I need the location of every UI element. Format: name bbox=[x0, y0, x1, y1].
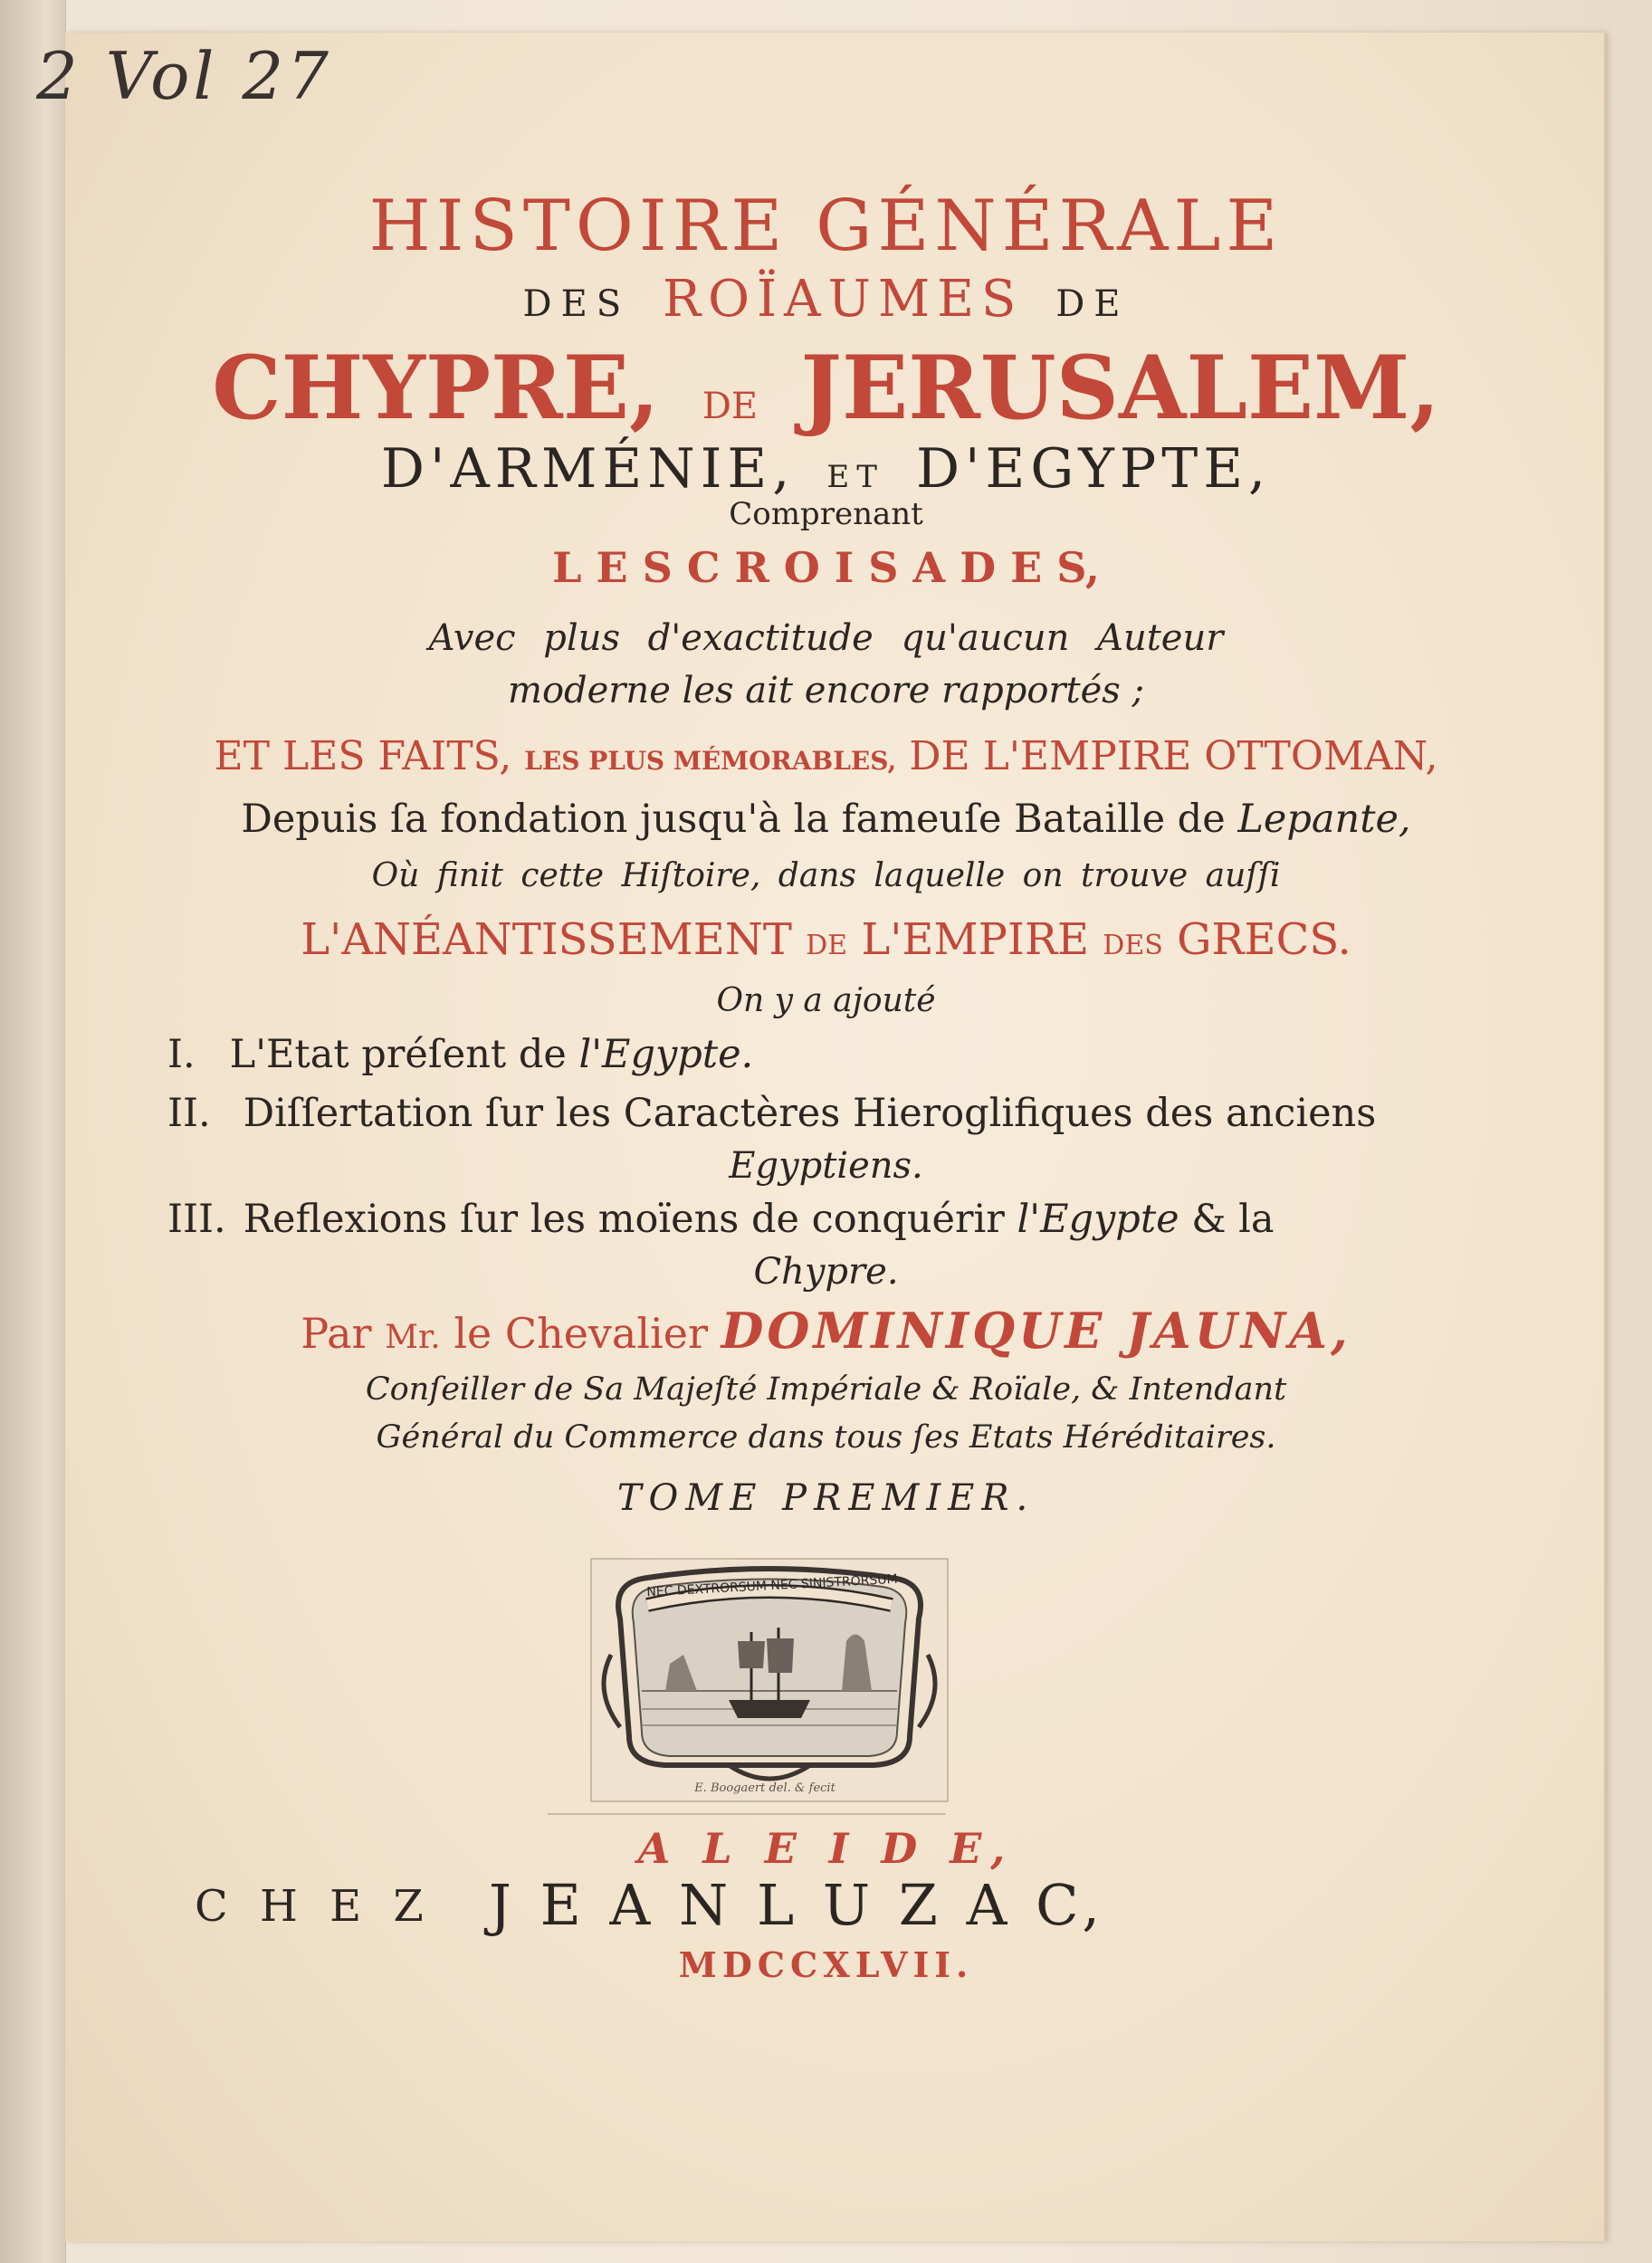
title-line-4-et: ET bbox=[826, 459, 884, 495]
aneantissement-de: DE bbox=[806, 930, 848, 961]
contents-item-2-text: Diſſertation ſur les Caractères Hieroglifiques des anciens bbox=[243, 1091, 1377, 1136]
aneantissement-grecs: GRECS. bbox=[1177, 914, 1351, 965]
subtitle-line-2: moderne les ait encore rapportés ; bbox=[508, 670, 1144, 711]
author-mr: Mr. bbox=[385, 1319, 441, 1356]
contents-item-3-num: III. bbox=[167, 1197, 226, 1242]
on-y-a-ajoute: On y a ajouté bbox=[716, 982, 936, 1019]
author-name: DOMINIQUE JAUNA, bbox=[721, 1302, 1351, 1360]
imprint-place: A L E I D E, bbox=[637, 1824, 1015, 1873]
depuis-line bbox=[0, 797, 1652, 842]
title-line-3-de: DE bbox=[702, 386, 759, 427]
title-line-2-des: DES bbox=[522, 283, 631, 325]
engraver-signature: E. Boogaert del. & fecit bbox=[694, 1781, 836, 1795]
title-egypte: D'EGYPTE, bbox=[915, 437, 1272, 501]
printer-device-vignette bbox=[584, 1555, 955, 1809]
title-line-2-de: DE bbox=[1055, 283, 1130, 325]
depuis-text: Depuis ſa fondation jusqu'à la fameuſe Bataille de bbox=[241, 797, 1226, 842]
title-line-2 bbox=[0, 270, 1652, 329]
contents-item-1-text: L'Etat préſent de bbox=[229, 1032, 567, 1077]
imprint-year: MDCCXLVII. bbox=[678, 1944, 974, 1985]
author-role-1: Conſeiller de Sa Majeſté Impériale & Roïale, & Intendant bbox=[365, 1371, 1287, 1408]
les-croisades: L E S C R O I S A D E S, bbox=[552, 543, 1100, 592]
title-line-3 bbox=[0, 337, 1652, 439]
tome-premier: TOME PREMIER. bbox=[616, 1477, 1036, 1519]
contents-item-3-text: Reflexions ſur les moïens de conquérir bbox=[243, 1197, 1005, 1242]
title-jerusalem: JERUSALEM, bbox=[800, 337, 1440, 439]
aneantissement-empire: L'EMPIRE bbox=[861, 914, 1090, 965]
contents-item-2 bbox=[167, 1091, 1376, 1136]
imprint-publisher: J E A N L U Z A C, bbox=[489, 1872, 1106, 1938]
contents-item-3 bbox=[167, 1197, 1275, 1242]
ou-finit-line: Où finit cette Hiſtoire, dans laquelle on trouve auſſi bbox=[371, 857, 1281, 894]
comprenant: Comprenant bbox=[729, 496, 923, 532]
title-line-4 bbox=[0, 437, 1652, 501]
contents-item-2-num: II. bbox=[167, 1091, 211, 1136]
contents-item-3-cont: Chypre. bbox=[753, 1251, 899, 1293]
imprint-chez: C H E Z bbox=[195, 1881, 433, 1932]
author-le-chevalier: le Chevalier bbox=[454, 1309, 708, 1358]
aneantissement-des: DES bbox=[1103, 930, 1163, 961]
ottoman-memorables: LES PLUS MÉMORABLES, bbox=[524, 746, 897, 776]
divider-rule bbox=[548, 1813, 946, 1815]
ottoman-et-les-faits: ET LES FAITS, bbox=[214, 733, 512, 779]
contents-item-1-num: I. bbox=[167, 1032, 196, 1077]
contents-item-3-ital: l'Egypte bbox=[1017, 1197, 1179, 1242]
manuscript-shelfmark: 2 Vol 27 bbox=[36, 38, 332, 114]
author-role-2: Général du Commerce dans tous ſes Etats Héréditaires. bbox=[376, 1419, 1276, 1456]
subtitle-line-1: Avec plus d'exactitude qu'aucun Auteur bbox=[428, 617, 1224, 659]
title-chypre: CHYPRE, bbox=[212, 337, 660, 439]
contents-item-2-cont: Egyptiens. bbox=[729, 1145, 923, 1187]
aneantissement: L'ANÉANTISSEMENT bbox=[301, 914, 792, 965]
contents-item-1 bbox=[167, 1032, 753, 1077]
lepante: Lepante, bbox=[1237, 797, 1411, 842]
vignette-motto: NEC DEXTRORSUM NEC SINISTRORSUM bbox=[646, 1571, 898, 1600]
contents-item-1-ital: l'Egypte. bbox=[578, 1032, 754, 1077]
aneantissement-line bbox=[0, 914, 1652, 965]
title-line-1: HISTOIRE GÉNÉRALE bbox=[368, 186, 1284, 267]
ottoman-empire: DE L'EMPIRE OTTOMAN, bbox=[909, 733, 1438, 779]
title-line-2-royaumes: ROÏAUMES bbox=[662, 270, 1024, 329]
author-line bbox=[0, 1302, 1652, 1360]
contents-item-3-tail: & la bbox=[1191, 1197, 1275, 1242]
title-armenie: D'ARMÉNIE, bbox=[380, 437, 796, 501]
author-par: Par bbox=[301, 1309, 372, 1358]
ottoman-line bbox=[0, 733, 1652, 779]
